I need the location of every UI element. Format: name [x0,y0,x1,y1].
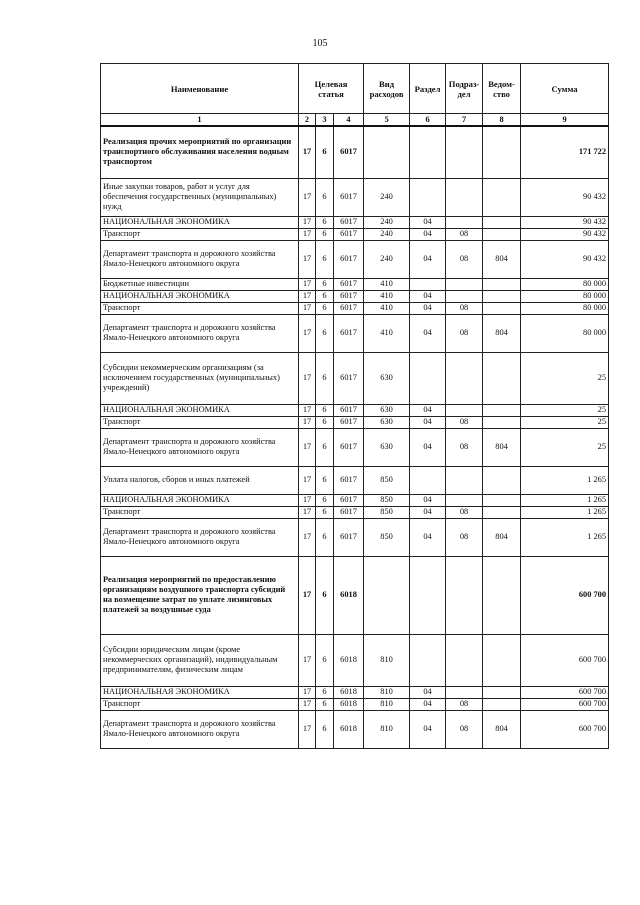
expense-type-code: 810 [364,710,410,748]
target-program-code: 17 [299,494,316,506]
expense-type-code: 630 [364,416,410,428]
row-name: Департамент транспорта и дорожного хозяйства Ямало-Ненецкого автономного округа [101,428,299,466]
target-program-code: 17 [299,404,316,416]
amount-value: 90 432 [521,228,609,240]
expense-type-code: 850 [364,518,410,556]
amount-value: 90 432 [521,178,609,216]
table-row [101,404,609,416]
target-direction-code: 6017 [334,228,364,240]
department-code: 804 [483,428,521,466]
expense-type-code: 410 [364,302,410,314]
target-direction-code: 6017 [334,240,364,278]
target-direction-code: 6017 [334,518,364,556]
column-number: 8 [483,114,521,127]
target-direction-code: 6017 [334,466,364,494]
row-name: НАЦИОНАЛЬНАЯ ЭКОНОМИКА [101,216,299,228]
expense-type-code: 630 [364,404,410,416]
page-number: 105 [312,38,328,49]
department-code [483,178,521,216]
section-code: 04 [410,494,446,506]
subsection-code [446,352,483,404]
amount-value: 80 000 [521,290,609,302]
column-number: 3 [316,114,334,127]
row-name: НАЦИОНАЛЬНАЯ ЭКОНОМИКА [101,290,299,302]
target-direction-code: 6018 [334,710,364,748]
expense-type-code: 630 [364,428,410,466]
subsection-code [446,178,483,216]
table-row [101,634,609,686]
target-direction-code: 6017 [334,126,364,178]
target-direction-code: 6017 [334,278,364,290]
section-code: 04 [410,314,446,352]
target-direction-code: 6018 [334,634,364,686]
subsection-code: 08 [446,302,483,314]
target-subprogram-code: 6 [316,290,334,302]
row-name: Департамент транспорта и дорожного хозяйства Ямало-Ненецкого автономного округа [101,710,299,748]
table-row [101,506,609,518]
table-row [101,178,609,216]
section-code: 04 [410,428,446,466]
department-code [483,290,521,302]
section-code [410,466,446,494]
amount-value: 1 265 [521,466,609,494]
expense-type-code: 240 [364,228,410,240]
target-direction-code: 6017 [334,302,364,314]
expense-type-code: 630 [364,352,410,404]
target-program-code: 17 [299,278,316,290]
target-subprogram-code: 6 [316,404,334,416]
target-program-code: 17 [299,126,316,178]
section-code [410,126,446,178]
target-subprogram-code: 6 [316,178,334,216]
table-row [101,466,609,494]
section-code [410,556,446,634]
subsection-code: 08 [446,428,483,466]
row-name: Реализация прочих мероприятий по организации транспортного обслуживания населения водным транспортом [101,126,299,178]
subsection-code [446,466,483,494]
table-row [101,302,609,314]
target-direction-code: 6017 [334,428,364,466]
target-program-code: 17 [299,216,316,228]
column-number-row [101,114,609,127]
department-code [483,466,521,494]
section-code: 04 [410,518,446,556]
table-body [101,126,609,748]
subsection-code [446,494,483,506]
column-number: 6 [410,114,446,127]
department-code [483,634,521,686]
expense-type-code: 240 [364,240,410,278]
expense-type-code: 240 [364,216,410,228]
row-name: Бюджетные инвестиции [101,278,299,290]
department-code [483,404,521,416]
target-direction-code: 6017 [334,404,364,416]
subsection-code [446,126,483,178]
target-program-code: 17 [299,302,316,314]
subsection-code [446,556,483,634]
target-subprogram-code: 6 [316,710,334,748]
target-subprogram-code: 6 [316,240,334,278]
row-name: НАЦИОНАЛЬНАЯ ЭКОНОМИКА [101,404,299,416]
subsection-code [446,404,483,416]
table-row [101,710,609,748]
target-direction-code: 6017 [334,416,364,428]
amount-value: 25 [521,404,609,416]
target-program-code: 17 [299,556,316,634]
expense-type-code: 810 [364,698,410,710]
target-subprogram-code: 6 [316,686,334,698]
department-code [483,686,521,698]
table-row [101,518,609,556]
table-row [101,126,609,178]
section-code [410,278,446,290]
section-code: 04 [410,228,446,240]
amount-value: 80 000 [521,302,609,314]
row-name: Транспорт [101,228,299,240]
target-subprogram-code: 6 [316,278,334,290]
target-subprogram-code: 6 [316,216,334,228]
amount-value: 90 432 [521,240,609,278]
subsection-code: 08 [446,698,483,710]
header-name: Наименование [101,64,299,114]
section-code [410,178,446,216]
row-name: НАЦИОНАЛЬНАЯ ЭКОНОМИКА [101,686,299,698]
row-name: Реализация мероприятий по предоставлению организациям воздушного транспорта субсидий на возмещение затрат по уплате лизинговых платежей за воздушные суда [101,556,299,634]
target-subprogram-code: 6 [316,698,334,710]
subsection-code [446,290,483,302]
target-direction-code: 6018 [334,556,364,634]
subsection-code: 08 [446,416,483,428]
table-row [101,686,609,698]
department-code [483,416,521,428]
amount-value: 1 265 [521,518,609,556]
header-row [101,64,609,114]
subsection-code: 08 [446,518,483,556]
expense-type-code: 240 [364,178,410,216]
target-subprogram-code: 6 [316,302,334,314]
department-code: 804 [483,240,521,278]
target-program-code: 17 [299,178,316,216]
amount-value: 80 000 [521,314,609,352]
table-row [101,428,609,466]
amount-value: 600 700 [521,556,609,634]
department-code [483,352,521,404]
expense-type-code: 850 [364,466,410,494]
header-section: Раздел [410,64,446,114]
amount-value: 171 722 [521,126,609,178]
target-direction-code: 6017 [334,494,364,506]
target-subprogram-code: 6 [316,518,334,556]
department-code [483,698,521,710]
header-department: Ведом-ство [483,64,521,114]
table-row [101,698,609,710]
section-code: 04 [410,686,446,698]
amount-value: 600 700 [521,634,609,686]
target-direction-code: 6017 [334,290,364,302]
section-code: 04 [410,506,446,518]
row-name: Транспорт [101,302,299,314]
target-subprogram-code: 6 [316,494,334,506]
section-code: 04 [410,698,446,710]
header-expense-type: Вид расходов [364,64,410,114]
column-number: 5 [364,114,410,127]
table-row [101,216,609,228]
target-subprogram-code: 6 [316,416,334,428]
amount-value: 600 700 [521,686,609,698]
column-number: 2 [299,114,316,127]
row-name: НАЦИОНАЛЬНАЯ ЭКОНОМИКА [101,494,299,506]
row-name: Департамент транспорта и дорожного хозяйства Ямало-Ненецкого автономного округа [101,518,299,556]
amount-value: 25 [521,416,609,428]
table-row [101,240,609,278]
target-direction-code: 6017 [334,314,364,352]
table-row [101,278,609,290]
subsection-code [446,278,483,290]
subsection-code [446,216,483,228]
table-row [101,556,609,634]
row-name: Иные закупки товаров, работ и услуг для обеспечения государственных (муниципальных) нужд [101,178,299,216]
row-name: Транспорт [101,416,299,428]
table-row [101,290,609,302]
target-direction-code: 6018 [334,686,364,698]
target-program-code: 17 [299,698,316,710]
target-program-code: 17 [299,228,316,240]
expense-type-code [364,126,410,178]
section-code: 04 [410,216,446,228]
expense-type-code: 410 [364,314,410,352]
section-code: 04 [410,302,446,314]
target-direction-code: 6018 [334,698,364,710]
target-program-code: 17 [299,240,316,278]
target-subprogram-code: 6 [316,428,334,466]
amount-value: 600 700 [521,710,609,748]
table-row [101,494,609,506]
expense-type-code: 810 [364,634,410,686]
target-direction-code: 6017 [334,352,364,404]
target-program-code: 17 [299,506,316,518]
target-subprogram-code: 6 [316,466,334,494]
table-row [101,314,609,352]
target-program-code: 17 [299,466,316,494]
amount-value: 1 265 [521,494,609,506]
department-code [483,228,521,240]
target-subprogram-code: 6 [316,228,334,240]
department-code [483,494,521,506]
row-name: Департамент транспорта и дорожного хозяйства Ямало-Ненецкого автономного округа [101,240,299,278]
budget-table [100,63,609,749]
amount-value: 25 [521,428,609,466]
expense-type-code: 850 [364,494,410,506]
target-subprogram-code: 6 [316,352,334,404]
expense-type-code [364,556,410,634]
department-code [483,278,521,290]
expense-type-code: 410 [364,278,410,290]
target-program-code: 17 [299,518,316,556]
subsection-code: 08 [446,240,483,278]
section-code: 04 [410,240,446,278]
department-code [483,126,521,178]
department-code: 804 [483,314,521,352]
header-subsection: Подраз-дел [446,64,483,114]
column-number: 9 [521,114,609,127]
target-program-code: 17 [299,710,316,748]
target-program-code: 17 [299,352,316,404]
target-subprogram-code: 6 [316,126,334,178]
column-number: 4 [334,114,364,127]
amount-value: 90 432 [521,216,609,228]
header-amount: Сумма [521,64,609,114]
subsection-code: 08 [446,228,483,240]
department-code [483,302,521,314]
section-code: 04 [410,290,446,302]
row-name: Департамент транспорта и дорожного хозяйства Ямало-Ненецкого автономного округа [101,314,299,352]
target-program-code: 17 [299,686,316,698]
subsection-code [446,686,483,698]
target-subprogram-code: 6 [316,556,334,634]
subsection-code: 08 [446,710,483,748]
row-name: Субсидии некоммерческим организациям (за исключением государственных (муниципальных) учреждений) [101,352,299,404]
header-target-article: Целевая статья [299,64,364,114]
row-name: Субсидии юридическим лицам (кроме некоммерческих организаций), индивидуальным предпринимателям, физическим лицам [101,634,299,686]
expense-type-code: 850 [364,506,410,518]
target-subprogram-code: 6 [316,506,334,518]
amount-value: 1 265 [521,506,609,518]
section-code: 04 [410,416,446,428]
row-name: Уплата налогов, сборов и иных платежей [101,466,299,494]
column-number: 7 [446,114,483,127]
row-name: Транспорт [101,698,299,710]
column-number: 1 [101,114,299,127]
subsection-code [446,634,483,686]
section-code: 04 [410,404,446,416]
table-row [101,228,609,240]
table-row [101,416,609,428]
section-code [410,352,446,404]
amount-value: 600 700 [521,698,609,710]
target-program-code: 17 [299,290,316,302]
amount-value: 80 000 [521,278,609,290]
target-direction-code: 6017 [334,506,364,518]
table-row [101,352,609,404]
expense-type-code: 410 [364,290,410,302]
department-code [483,506,521,518]
target-program-code: 17 [299,314,316,352]
target-subprogram-code: 6 [316,314,334,352]
target-direction-code: 6017 [334,216,364,228]
expense-type-code: 810 [364,686,410,698]
amount-value: 25 [521,352,609,404]
subsection-code: 08 [446,506,483,518]
row-name: Транспорт [101,506,299,518]
target-direction-code: 6017 [334,178,364,216]
department-code: 804 [483,518,521,556]
target-program-code: 17 [299,416,316,428]
subsection-code: 08 [446,314,483,352]
target-subprogram-code: 6 [316,634,334,686]
department-code [483,556,521,634]
target-program-code: 17 [299,634,316,686]
department-code: 804 [483,710,521,748]
section-code: 04 [410,710,446,748]
section-code [410,634,446,686]
target-program-code: 17 [299,428,316,466]
department-code [483,216,521,228]
